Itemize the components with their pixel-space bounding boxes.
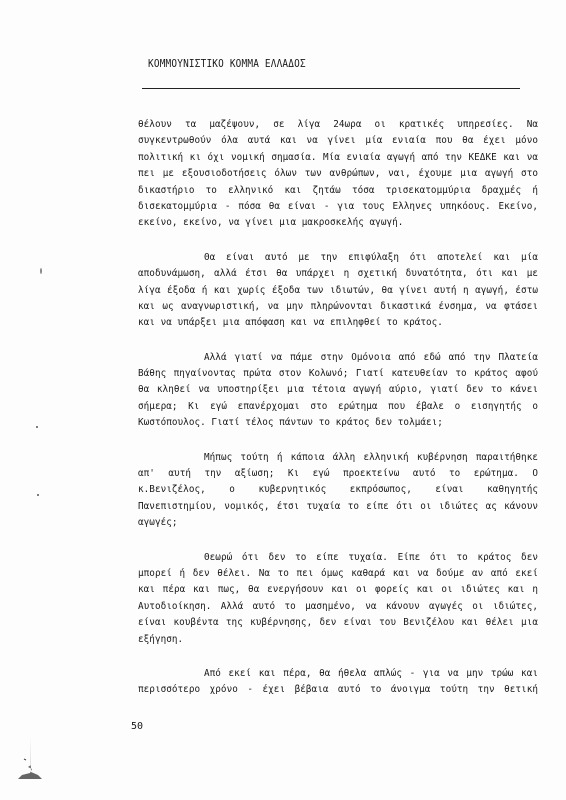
paragraph-4 bbox=[138, 450, 538, 532]
text-line: Αυτοδιοίκηση. Αλλά αυτό το μασημένο, να κάνουν αγωγές οι ιδιώτες, bbox=[138, 600, 538, 612]
text-line: Θα είναι αυτό με την επιφύλαξη ότι αποτελεί και μία bbox=[204, 251, 538, 263]
paragraph-5 bbox=[138, 550, 538, 648]
paragraph-6 bbox=[138, 666, 538, 699]
text-line: εξήγηση. bbox=[138, 633, 184, 645]
text-line: θα κληθεί να υποστηρίξει μια τέτοια αγωγή αύριο, γιατί δεν το κάνει bbox=[138, 384, 538, 396]
text-line: Πανεπιστημίου, νομικός, έτσι τυχαία το είπε ότι οι ιδιώτες ας κάνουν bbox=[138, 500, 538, 512]
text-line: Θεωρώ ότι δεν το είπε τυχαία. Είπε ότι το κράτος δεν bbox=[204, 551, 538, 563]
text-line: κ.Βενιζέλος, ο κυβερνητικός εκπρόσωπος, είναι καθηγητής bbox=[138, 484, 538, 496]
text-line: δισεκατομμύρια - πόσα θα είναι - για τους Ελληνες υπηκόους. Εκείνο, bbox=[138, 200, 538, 212]
scan-speck bbox=[37, 494, 39, 496]
text-line: περισσότερο χρόνο - έχει βέβαια αυτό το άνοιγμα τούτη την θετική bbox=[138, 684, 538, 696]
text-line: Βάθης πηγαίνοντας πρώτα στον Κολωνό; Γιατί κατευθείαν το κράτος αφού bbox=[138, 368, 538, 380]
header-rule bbox=[142, 88, 520, 89]
text-line: πει με εξουσιοδοτήσεις όλων των ανθρώπων, ναι, έχουμε μια αγωγή στο bbox=[138, 168, 538, 180]
text-line: Αλλά γιατί να πάμε στην Ομόνοια από εδώ από την Πλατεία bbox=[204, 351, 538, 363]
scan-speck bbox=[36, 426, 38, 428]
text-line: είναι κουβέντα της κυβέρνησης, δεν είναι του Βενιζέλου και θέλει μια bbox=[138, 617, 538, 629]
text-line: θέλουν τα μαζέψουν, σε λίγα 24ωρα οι κρατικές υπηρεσίες. Να bbox=[138, 119, 538, 130]
text-line: δικαστήριο το ελληνικό και ζητάω τόσα τρισεκατομμύρια δραχμές ή bbox=[138, 184, 538, 196]
paragraph-2 bbox=[138, 250, 538, 332]
text-line: Από εκεί και πέρα, θα ήθελα απλώς - για να μην τρώω και bbox=[204, 667, 538, 679]
text-line: μπορεί ή δεν θέλει. Να το πει όμως καθαρά και να δούμε αν από εκεί bbox=[138, 567, 538, 579]
text-line: και πέρα και πως, θα ενεργήσουν και οι φορείς και οι ιδιώτες και η bbox=[138, 584, 538, 596]
scan-speck bbox=[40, 268, 42, 274]
text-line: και ως αναγνωριστική, να μην πληρώνονται δικαστικά ένσημα, να φτάσει bbox=[138, 300, 538, 312]
scan-artifact-icon bbox=[16, 735, 44, 780]
text-line: λίγα έξοδα ή και χωρίς έξοδα των ιδιωτών, θα γίνει αυτή η αγωγή, έστω bbox=[138, 284, 538, 296]
text-line: απ' αυτή την αξίωση; Κι εγώ προεκτείνω αυτό το ερώτημα. Ο bbox=[138, 468, 538, 480]
page-header-title: ΚΟΜΜΟΥΝΙΣΤΙΚΟ ΚΟΜΜΑ ΕΛΛΑΔΟΣ bbox=[148, 58, 306, 71]
text-line: εκείνο, εκείνο, να γίνει μια μακροσκελής αγωγή. bbox=[138, 217, 404, 229]
paragraph-3 bbox=[138, 350, 538, 432]
body-text bbox=[138, 117, 538, 717]
text-line: Μήπως τούτη ή κάποια άλλη ελληνική κυβέρνηση παραιτήθηκε bbox=[204, 451, 538, 463]
text-line: πολιτική κι όχι νομική σημασία. Μία ενιαία αγωγή από την ΚΕΔΚΕ και να bbox=[138, 151, 538, 163]
text-line: αγωγές; bbox=[138, 517, 178, 529]
paragraph-1 bbox=[138, 117, 538, 232]
page-number: 50 bbox=[131, 721, 144, 732]
text-line: Κωστόπουλος. Γιατί τέλος πάντων το κράτος δεν τολμάει; bbox=[138, 417, 443, 429]
text-line: και να υπάρξει μια απόφαση και να επιληφθεί το κράτος. bbox=[138, 317, 443, 329]
text-line: αποδυνάμωση, αλλά έτσι θα υπάρχει η σχετική δυνατότητα, ότι και με bbox=[138, 268, 538, 280]
text-line: σήμερα; Κι εγώ επανέρχομαι στο ερώτημα που έβαλε ο εισηγητής ο bbox=[138, 400, 538, 412]
text-line: συγκεντρωθούν όλα αυτά και να γίνει μία ενιαία που θα έχει μόνο bbox=[138, 135, 538, 147]
